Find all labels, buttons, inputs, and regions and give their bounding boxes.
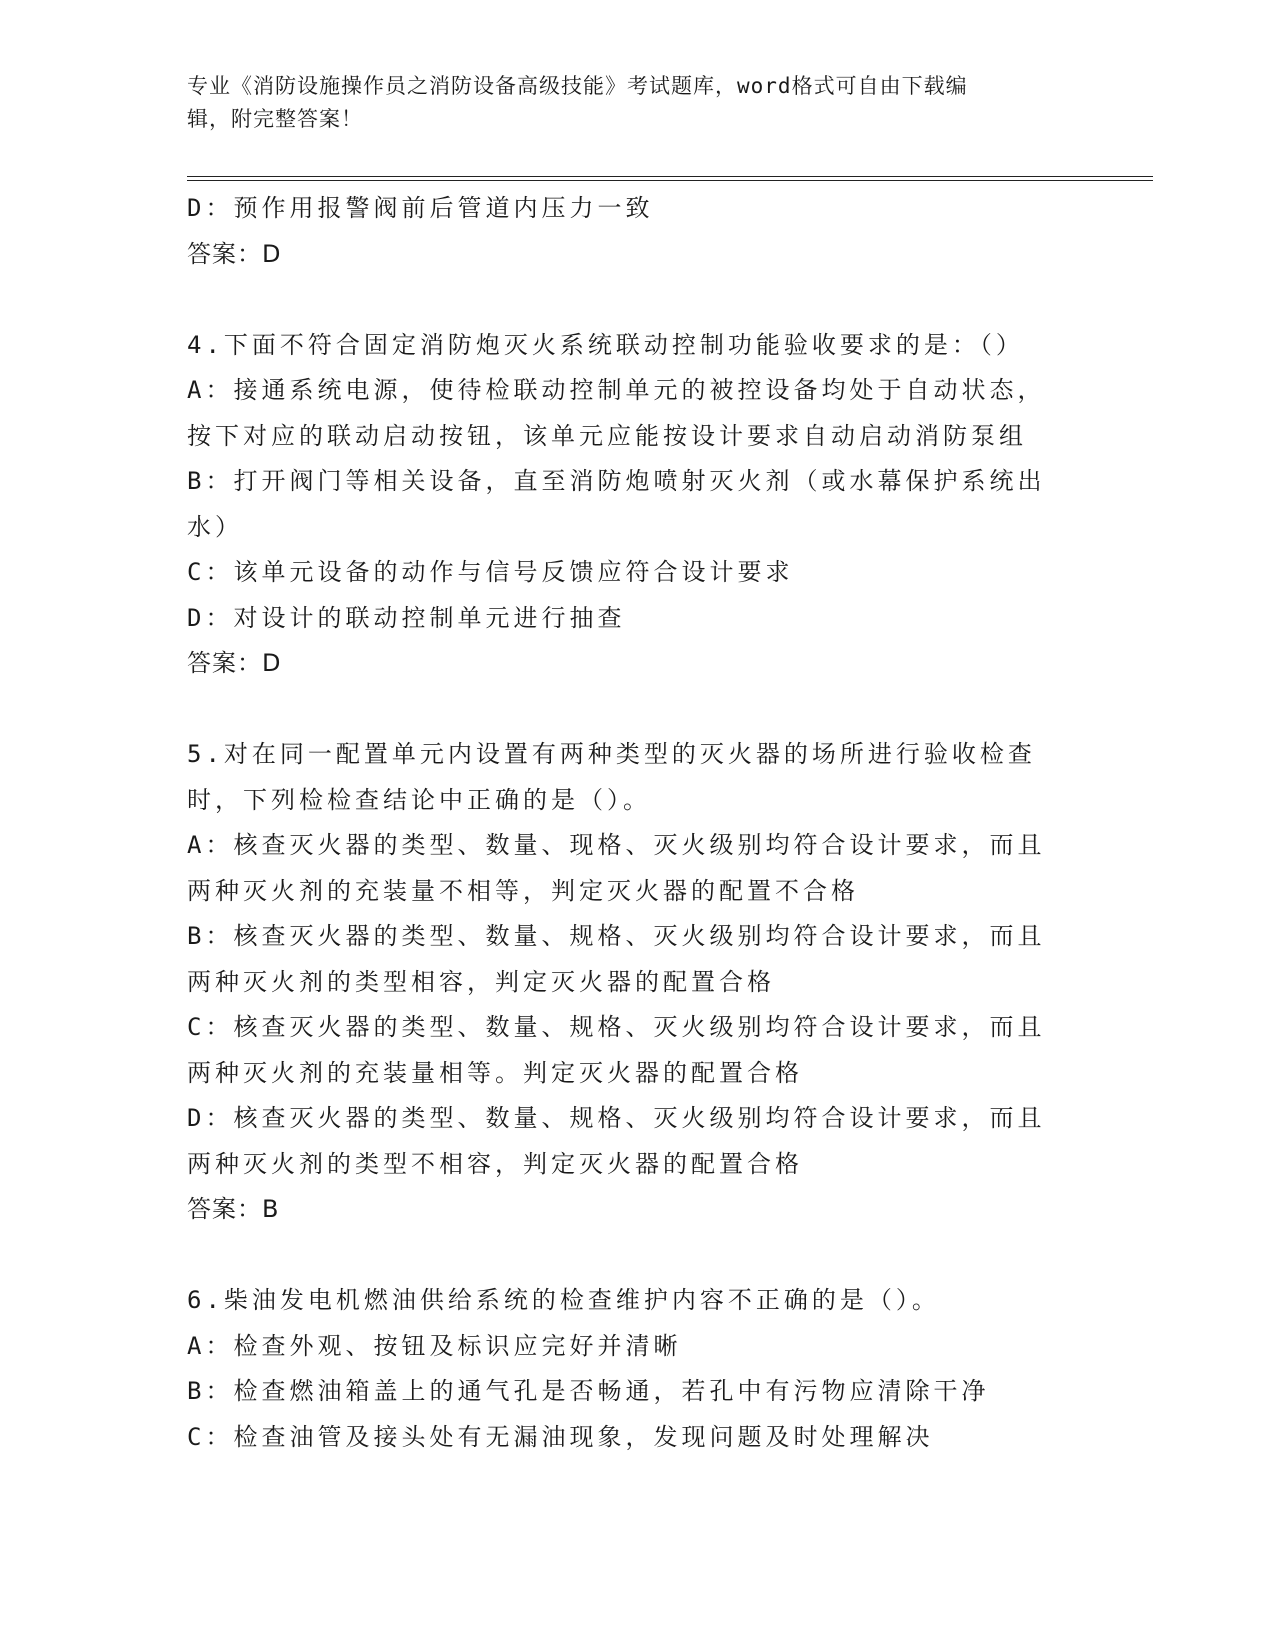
q5-option-b-line-1: B：核查灭火器的类型、数量、规格、灭火级别均符合设计要求，而且 [187,922,1046,950]
q4-stem: 4.下面不符合固定消防炮灭火系统联动控制功能验收要求的是：（） [187,330,1024,359]
q5-option-b-line-2: 两种灭火剂的类型相容，判定灭火器的配置合格 [187,967,775,996]
q5-option-a-line-1: A：核查灭火器的类型、数量、现格、灭火级别均符合设计要求，而且 [187,831,1046,859]
q5-option-d-line-1: D：核查灭火器的类型、数量、规格、灭火级别均符合设计要求，而且 [187,1104,1046,1132]
header-line-1: 专业《消防设施操作员之消防设备高级技能》考试题库，word格式可自由下载编 [187,74,968,98]
q4-option-a-line-2: 按下对应的联动启动按钮，该单元应能按设计要求自动启动消防泵组 [187,421,1027,450]
q6-option-a: A：检查外观、按钮及标识应完好并清晰 [187,1331,682,1360]
spacer [187,687,1087,733]
q6-option-c: C：检查油管及接头处有无漏油现象，发现问题及时处理解决 [187,1422,934,1451]
q6-option-b: B：检查燃油箱盖上的通气孔是否畅通，若孔中有污物应清除干净 [187,1377,990,1405]
q5-stem-line-2: 时，下列检检查结论中正确的是（）。 [187,785,651,814]
q5-option-d-line-2: 两种灭火剂的类型不相容，判定灭火器的配置合格 [187,1149,803,1178]
question-4 [187,323,1087,687]
q5-answer: 答案：B [187,1195,280,1223]
document-body [187,186,1087,1460]
document-header [187,70,1067,136]
question-6 [187,1278,1087,1460]
q4-option-a-line-1: A：接通系统电源，使待检联动控制单元的被控设备均处于自动状态， [187,376,1046,404]
q4-option-b-line-1: B：打开阀门等相关设备，直至消防炮喷射灭火剂（或水幕保护系统出 [187,467,1046,495]
q4-option-c: C：该单元设备的动作与信号反馈应符合设计要求 [187,558,794,586]
q3-answer: 答案：D [187,239,282,268]
q4-option-d: D：对设计的联动控制单元进行抽查 [187,603,626,632]
question-5 [187,732,1087,1233]
header-line-2: 辑，附完整答案！ [187,107,363,131]
q5-option-c-line-1: C：核查灭火器的类型、数量、规格、灭火级别均符合设计要求，而且 [187,1013,1046,1041]
q5-stem-line-1: 5.对在同一配置单元内设置有两种类型的灭火器的场所进行验收检查 [187,740,1036,768]
q5-option-c-line-2: 两种灭火剂的充装量相等。判定灭火器的配置合格 [187,1058,803,1087]
q3-option-d: D：预作用报警阀前后管道内压力一致 [187,194,654,222]
spacer [187,1233,1087,1279]
q4-option-b-line-2: 水） [187,512,243,541]
q6-stem: 6.柴油发电机燃油供给系统的检查维护内容不正确的是（）。 [187,1286,940,1314]
header-divider [187,176,1153,181]
question-3-tail [187,186,1087,277]
q5-option-a-line-2: 两种灭火剂的充装量不相等，判定灭火器的配置不合格 [187,876,859,905]
spacer [187,277,1087,323]
q4-answer: 答案：D [187,649,282,677]
